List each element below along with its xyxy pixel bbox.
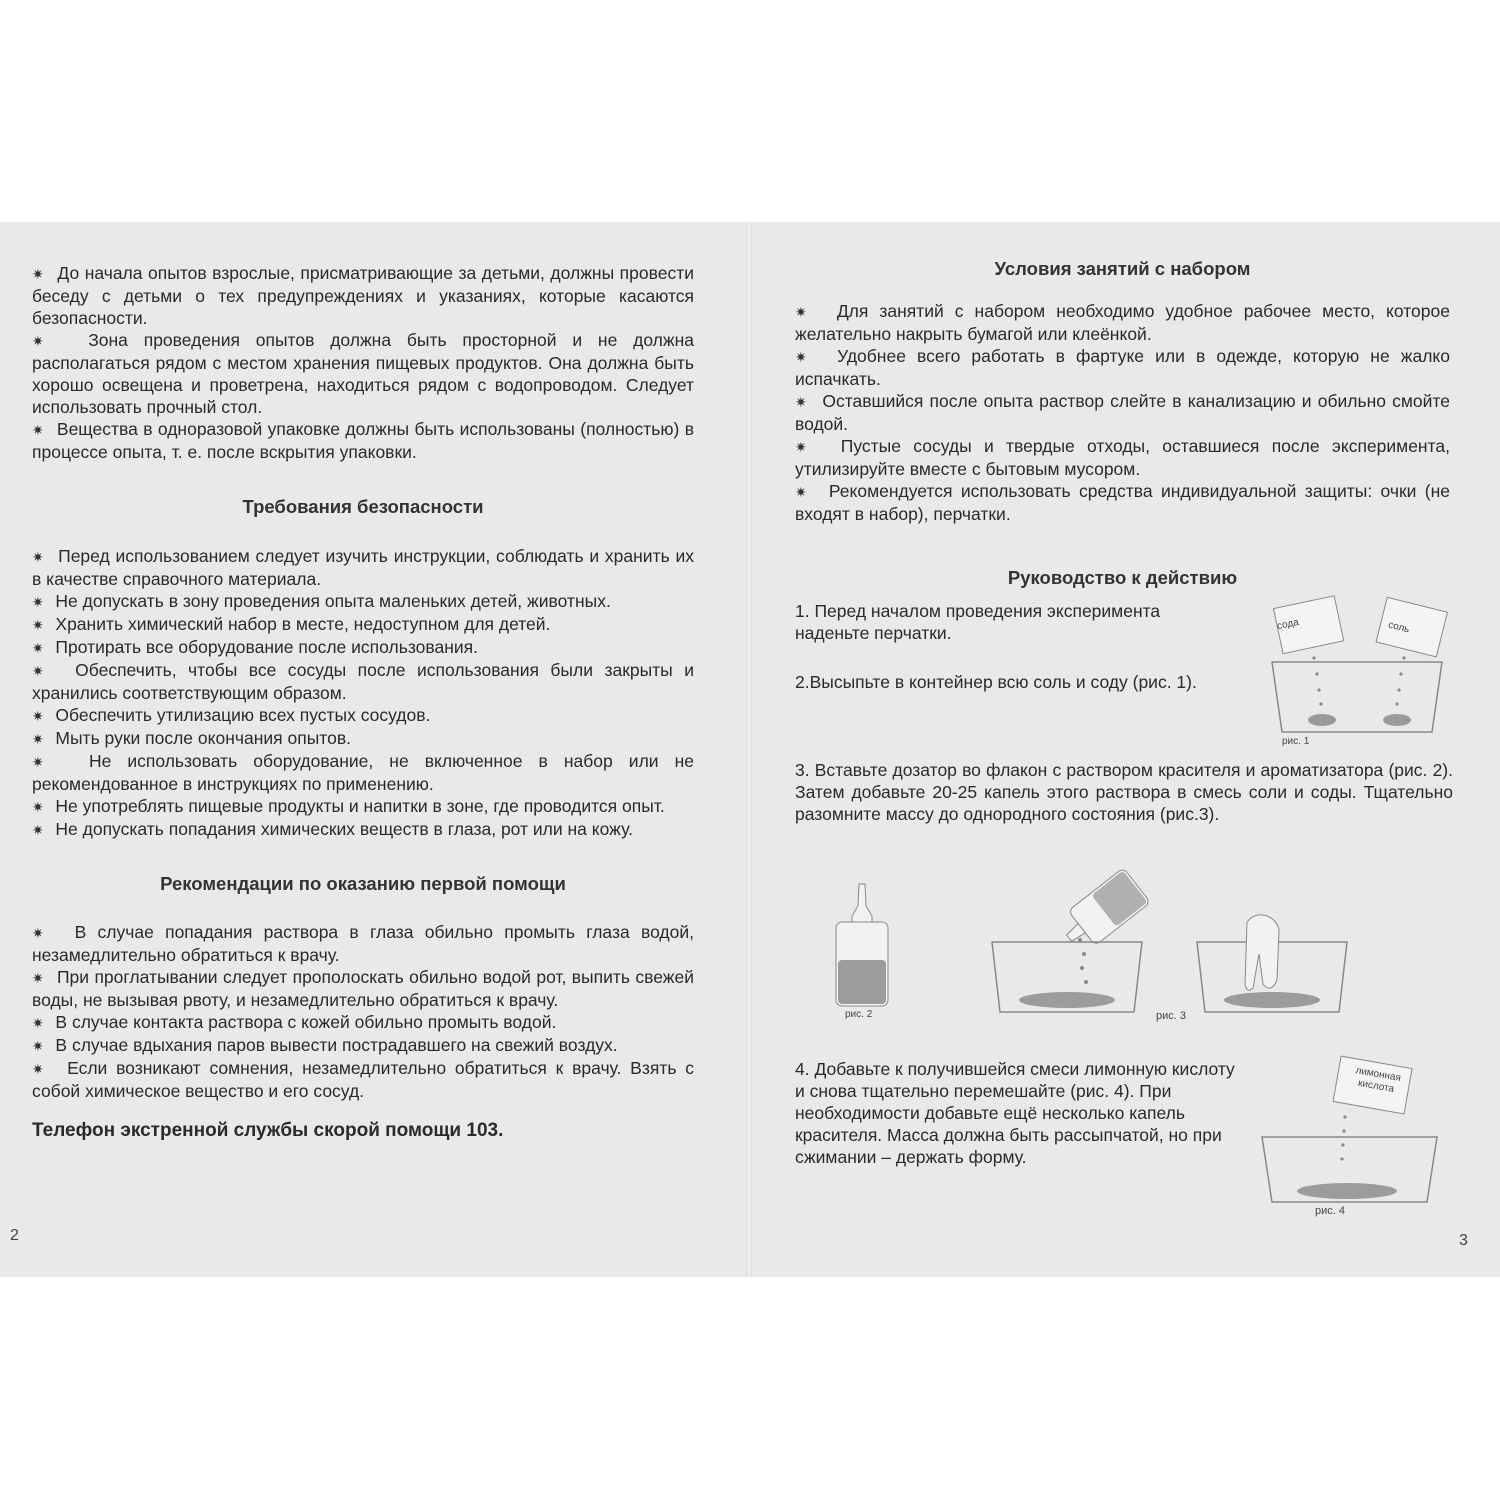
fig4-label: лимонная кислота (1354, 1065, 1402, 1095)
safety-item: ✷ Мыть руки после окончания опытов. (32, 727, 694, 750)
fig2-caption: рис. 2 (845, 1009, 873, 1020)
fig4-caption: рис. 4 (1315, 1205, 1345, 1217)
figure-2 (832, 882, 892, 1012)
step-3: 3. Вставьте дозатор во флакон с раствором красителя и ароматизатора (рис. 2). Затем добавьте 20-25 капель этого раствора в смесь соли и соды. Тщательно разомните массу до однородного состояния (рис.3). (795, 760, 1453, 824)
safety-item: ✷ Не допускать в зону проведения опыта маленьких детей, животных. (32, 590, 694, 613)
page-number-left: 2 (10, 1227, 19, 1244)
safety-item: ✷ Не допускать попадания химических веществ в глаза, рот или на кожу. (32, 818, 694, 841)
first-aid-item: ✷ В случае контакта раствора с кожей обильно промыть водой. (32, 1011, 694, 1034)
left-column (32, 262, 694, 1142)
first-aid-title: Рекомендации по оказанию первой помощи (160, 873, 566, 894)
figure-3 (992, 862, 1412, 1022)
mixture-4 (1297, 1183, 1397, 1199)
safety-item: ✷ Хранить химический набор в месте, недоступном для детей. (32, 613, 694, 636)
bottle-liquid (838, 960, 886, 1004)
condition-item: ✷ Пустые сосуды и твердые отходы, оставшиеся после эксперимента, утилизируйте вместе с бытовым мусором. (795, 435, 1450, 480)
safety-item: ✷ Обеспечить утилизацию всех пустых сосудов. (32, 704, 694, 727)
right-page (752, 222, 1500, 1277)
intro-item: ✷ До начала опытов взрослые, присматривающие за детьми, должны провести беседу с детьми о тех предупреждениях и указаниях, которые касаются безопасности. (32, 262, 694, 329)
first-aid-item: ✷ Если возникают сомнения, незамедлительно обратиться к врачу. Взять с собой химическое вещество и его сосуд. (32, 1057, 694, 1102)
step-4: 4. Добавьте к получившейся смеси лимонную кислоту и снова тщательно перемешайте (рис. 4). При необходимости добавьте ещё несколько капель красителя. Масса должна быть рассыпчатой, но при сжимании – держать форму. (795, 1059, 1235, 1167)
soda-pile (1308, 714, 1336, 726)
conditions-title: Условия занятий с набором (994, 258, 1251, 279)
dropper-cap (852, 884, 872, 922)
first-aid-item: ✷ В случае попадания раствора в глаза обильно промыть глаза водой, незамедлительно обратиться к врачу. (32, 921, 694, 966)
safety-item: ✷ Перед использованием следует изучить инструкции, соблюдать и хранить их в качестве справочного материала. (32, 545, 694, 590)
container (1272, 662, 1442, 732)
first-aid-item: ✷ При проглатывании следует прополоскать обильно водой рот, выпить свежей воды, не вызывая рвоту, и незамедлительно обратиться к врачу. (32, 966, 694, 1011)
fig1-label-soda: сода (1276, 616, 1300, 633)
mixture-1 (1019, 992, 1115, 1008)
left-page (0, 222, 746, 1277)
safety-item: ✷ Протирать все оборудование после использования. (32, 636, 694, 659)
safety-item: ✷ Не использовать оборудование, не включенное в набор или не рекомендованное в инструкциях по применению. (32, 750, 694, 795)
step-1: 1. Перед началом проведения эксперимента наденьте перчатки. (795, 601, 1161, 643)
booklet-spread (0, 222, 1500, 1277)
conditions-block (795, 258, 1450, 589)
safety-item: ✷ Не употреблять пищевые продукты и напитки в зоне, где проводится опыт. (32, 795, 694, 818)
fig1-label-salt: соль (1386, 619, 1411, 636)
condition-item: ✷ Рекомендуется использовать средства индивидуальной защиты: очки (не входят в набор), перчатки. (795, 480, 1450, 525)
condition-item: ✷ Оставшийся после опыта раствор слейте в канализацию и обильно смойте водой. (795, 390, 1450, 435)
page-number-right: 3 (1459, 1232, 1468, 1249)
first-aid-item: ✷ В случае вдыхания паров вывести пострадавшего на свежий воздух. (32, 1034, 694, 1057)
condition-item: ✷ Для занятий с набором необходимо удобное рабочее место, которое желательно накрыть бумагой или клеёнкой. (795, 300, 1450, 345)
safety-item: ✷ Обеспечить, чтобы все сосуды после использования были закрыты и хранились соответствующим образом. (32, 659, 694, 704)
falling-grains-4 (1340, 1115, 1346, 1160)
guide-title: Руководство к действию (1007, 567, 1238, 588)
hand-icon (1245, 915, 1279, 990)
step-2: 2.Высыпьте в контейнер всю соль и соду (рис. 1). (795, 672, 1197, 692)
drops (1078, 938, 1088, 984)
mixture-2 (1224, 992, 1320, 1008)
condition-item: ✷ Удобнее всего работать в фартуке или в одежде, которую не жалко испачкать. (795, 345, 1450, 390)
intro-item: ✷ Зона проведения опытов должна быть просторной и не должна располагаться рядом с местом хранения пищевых продуктов. Она должна быть хорошо освещена и проветрена, находиться рядом с водопроводом. Следует использовать прочный стол. (32, 329, 694, 418)
emergency-phone: Телефон экстренной службы скорой помощи 103. (32, 1120, 504, 1141)
salt-pile (1383, 714, 1411, 726)
fig3-caption: рис. 3 (1156, 1010, 1186, 1022)
intro-item: ✷ Вещества в одноразовой упаковке должны быть использованы (полностью) в процессе опыта, т. е. после вскрытия упаковки. (32, 418, 694, 463)
figure-1 (1262, 592, 1452, 742)
safety-title: Требования безопасности (242, 496, 484, 517)
fig1-caption: рис. 1 (1282, 736, 1310, 747)
falling-grains (1312, 656, 1405, 705)
